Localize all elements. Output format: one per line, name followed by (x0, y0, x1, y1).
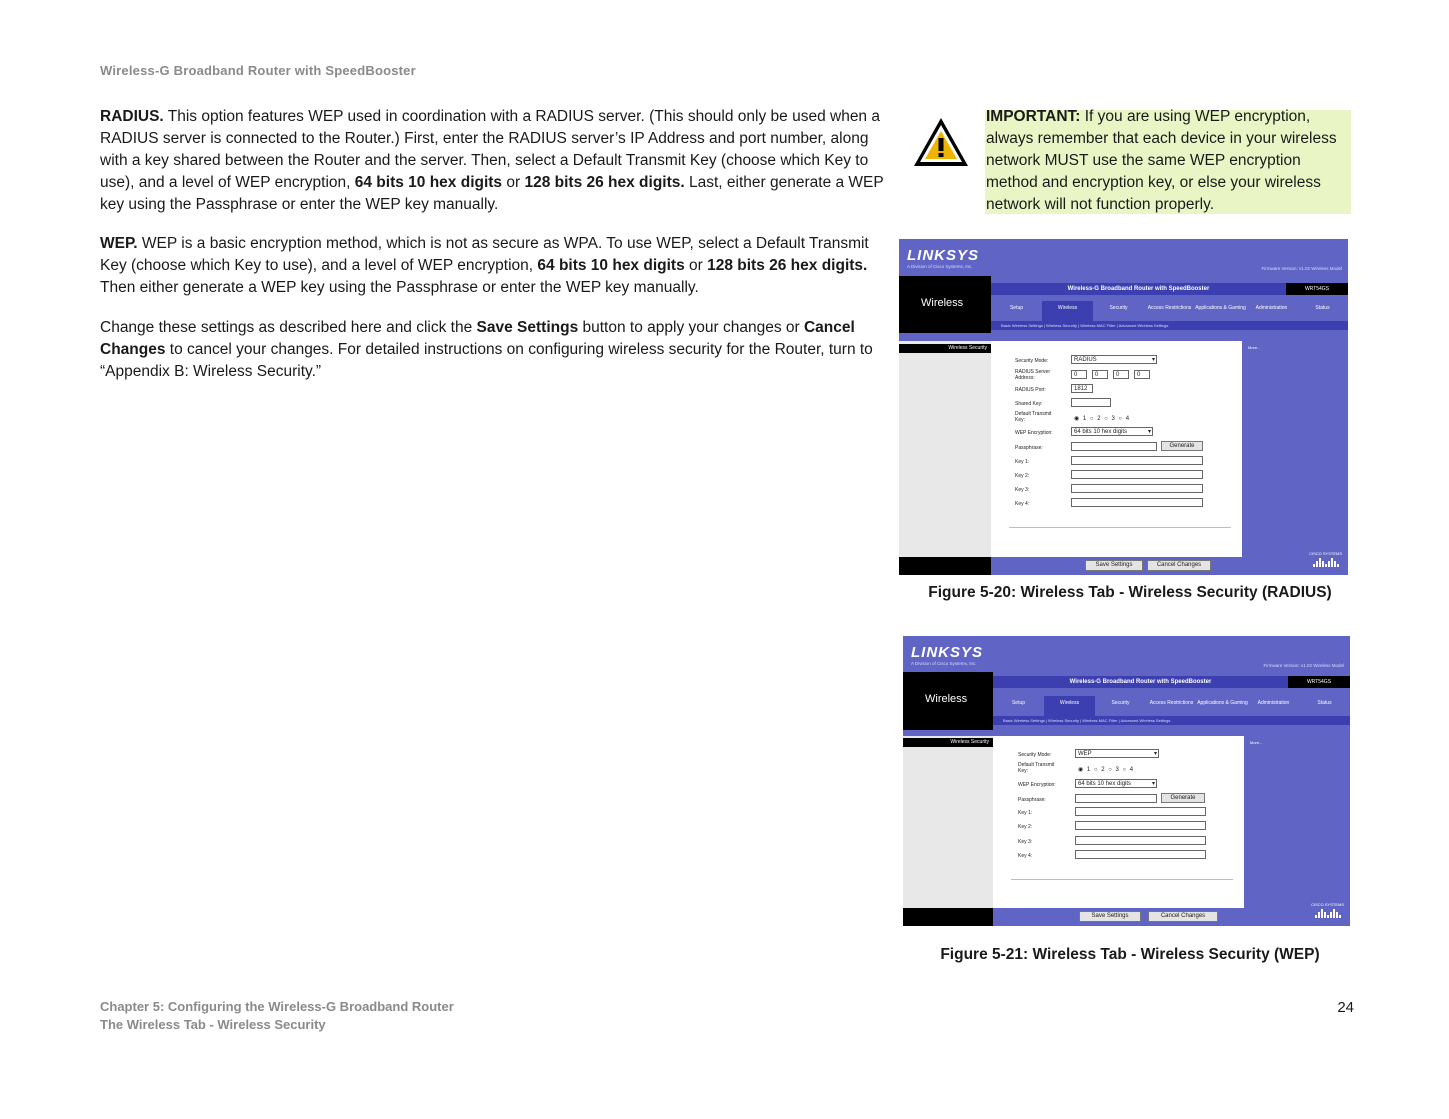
more-link[interactable]: More... (1248, 345, 1261, 350)
ip-octet-1[interactable]: 0 (1071, 370, 1087, 379)
cisco-logo (1311, 902, 1344, 918)
radius-mid: or (502, 174, 525, 191)
key3-label: Key 3: (1018, 839, 1033, 845)
logo-subtitle: A Division of Cisco Systems, Inc. (911, 661, 977, 666)
tab-bar (993, 696, 1350, 716)
warning-icon (912, 116, 970, 168)
key3-input[interactable] (1071, 484, 1203, 493)
radius-text-2: Last, either generate a WEP key using the Passphrase or enter the WEP key manually. (100, 174, 884, 213)
sub-nav[interactable]: Basic Wireless Settings | Wireless Security | Wireless MAC Filter | Advanced Wireless Settings (993, 716, 1350, 725)
tab-security[interactable]: Security (1111, 700, 1130, 706)
wep-encryption-value: 64 bits 10 hex digits (1074, 429, 1128, 435)
left-column (903, 736, 993, 908)
bottom-left-band (899, 557, 991, 575)
radius-text-1: This option features WEP used in coordination with a RADIUS server. (This should only be used when a RADIUS server is connected to the Router.) First, enter the RADIUS server’s IP Address and port number, along with a key shared between the Router and the server. Then, select a Default Transmit Key (choose which Key to use), and a level of WEP encryption, (100, 108, 880, 191)
nav-area (991, 276, 1348, 333)
sub-nav[interactable]: Basic Wireless Settings | Wireless Security | Wireless MAC Filter | Advanced Wireless Settings (991, 321, 1348, 330)
wep-text-1: WEP is a basic encryption method, which is not as secure as WPA. To use WEP, select a Default Transmit Key (choose which Key to use), and a level of WEP encryption, (100, 235, 869, 274)
radius-address-label: RADIUS Server Address: (1015, 369, 1051, 381)
key2-input[interactable] (1071, 470, 1203, 479)
footer-chapter: Chapter 5: Configuring the Wireless-G Broadband Router (100, 999, 454, 1014)
logo-subtitle: A Division of Cisco Systems, Inc. (907, 264, 973, 269)
key4-label: Key 4: (1015, 501, 1030, 507)
wep-encryption-select[interactable] (1071, 427, 1153, 436)
tab-access-restrictions[interactable]: Access Restrictions (1149, 700, 1194, 706)
left-label: Wireless Security (899, 344, 991, 353)
tab-access-restrictions[interactable]: Access Restrictions (1147, 305, 1192, 311)
tab-wireless[interactable]: Wireless (1044, 696, 1095, 716)
cisco-text: CISCO SYSTEMS (1309, 551, 1342, 556)
chevron-down-icon: ▾ (1151, 357, 1155, 363)
cancel-changes-button[interactable]: Cancel Changes (1147, 560, 1211, 571)
security-mode-select[interactable] (1075, 749, 1159, 758)
change-bold-2: Cancel Changes (100, 319, 855, 358)
generate-button[interactable]: Generate (1161, 441, 1203, 451)
tab-status[interactable]: Status (1315, 305, 1330, 311)
firmware-version: Firmware Version: v1.02 Wireless Model (1261, 266, 1342, 271)
tab-wireless[interactable]: Wireless (1042, 301, 1093, 321)
chevron-down-icon: ▾ (1147, 429, 1151, 435)
model-number: WRT54GS (1286, 283, 1348, 295)
key2-label: Key 2: (1018, 824, 1033, 830)
passphrase-input[interactable] (1075, 794, 1157, 803)
radius-bold-1: 64 bits 10 hex digits (354, 174, 503, 191)
tab-setup[interactable]: Setup (1009, 305, 1024, 311)
cancel-changes-button[interactable]: Cancel Changes (1148, 911, 1218, 922)
change-text-1: Change these settings as described here and click the (100, 319, 477, 336)
default-key-radios[interactable]: ◉ 1 ○ 2 ○ 3 ○ 4 (1078, 767, 1135, 773)
wep-lead: WEP. (100, 235, 138, 252)
tab-status[interactable]: Status (1317, 700, 1332, 706)
paragraph-radius (100, 106, 890, 216)
paragraph-wep (100, 233, 890, 299)
security-mode-value: WEP (1078, 751, 1092, 757)
shared-key-input[interactable] (1071, 398, 1111, 407)
default-key-label: Default Transmit Key: (1018, 762, 1055, 774)
key3-label: Key 3: (1015, 487, 1030, 493)
default-key-label: Default Transmit Key: (1015, 411, 1052, 423)
form-divider (1011, 879, 1233, 880)
more-link[interactable]: More... (1250, 740, 1263, 745)
passphrase-input[interactable] (1071, 442, 1157, 451)
wep-bold-2: 128 bits 26 hex digits. (707, 257, 868, 274)
right-column (1242, 341, 1348, 575)
paragraph-change-settings (100, 317, 890, 383)
radius-bold-2: 128 bits 26 hex digits. (524, 174, 685, 191)
wep-encryption-label: WEP Encryption: (1015, 430, 1053, 436)
ip-octet-3[interactable]: 0 (1113, 370, 1129, 379)
tab-setup[interactable]: Setup (1011, 700, 1026, 706)
change-bold-1: Save Settings (476, 319, 579, 336)
key1-label: Key 1: (1018, 810, 1033, 816)
wep-encryption-value: 64 bits 10 hex digits (1078, 781, 1132, 787)
generate-button[interactable]: Generate (1161, 793, 1205, 803)
security-mode-label: Security Mode: (1015, 358, 1049, 364)
figure-caption-radius: Figure 5-20: Wireless Tab - Wireless Security (RADIUS) (928, 584, 1332, 601)
cisco-text: CISCO SYSTEMS (1311, 902, 1344, 907)
cisco-logo (1309, 551, 1342, 567)
footer-section: The Wireless Tab - Wireless Security (100, 1017, 326, 1032)
figure-caption-wep: Figure 5-21: Wireless Tab - Wireless Security (WEP) (940, 946, 1320, 963)
ip-octet-4[interactable]: 0 (1134, 370, 1150, 379)
tab-administration[interactable]: Administration (1257, 700, 1290, 706)
security-mode-select[interactable] (1071, 355, 1157, 364)
wep-encryption-select[interactable] (1075, 779, 1157, 788)
chevron-down-icon: ▾ (1151, 781, 1155, 787)
linksys-logo: LINKSYS (911, 644, 984, 661)
left-column (899, 341, 991, 557)
key1-input[interactable] (1071, 456, 1203, 465)
router-screenshot-radius (899, 239, 1348, 575)
radius-lead: RADIUS. (100, 108, 164, 125)
bottom-left-band (903, 908, 993, 926)
save-settings-button[interactable]: Save Settings (1079, 911, 1141, 922)
tab-bar (991, 301, 1348, 321)
running-header: Wireless-G Broadband Router with SpeedBooster (100, 63, 416, 78)
important-text: If you are using WEP encryption, always remember that each device in your wireless network MUST use the same WEP encryption method and encryption key, or else your wireless network will not function properly. (986, 108, 1337, 213)
radius-port-label: RADIUS Port: (1015, 387, 1046, 393)
wep-bold-1: 64 bits 10 hex digits (537, 257, 685, 274)
model-number: WRT54GS (1288, 676, 1350, 688)
section-title: Wireless (921, 297, 964, 309)
default-key-radios[interactable]: ◉ 1 ○ 2 ○ 3 ○ 4 (1074, 416, 1131, 422)
router-screenshot-wep (903, 636, 1350, 926)
important-note (986, 106, 1352, 216)
tab-security[interactable]: Security (1109, 305, 1128, 311)
shared-key-label: Shared Key: (1015, 401, 1043, 407)
nav-area (993, 672, 1350, 730)
section-title: Wireless (925, 693, 968, 705)
key1-input[interactable] (1075, 807, 1206, 816)
security-mode-value: RADIUS (1074, 357, 1097, 363)
page-number: 24 (1337, 999, 1354, 1016)
tab-administration[interactable]: Administration (1255, 305, 1288, 311)
important-lead: IMPORTANT: (986, 108, 1081, 125)
right-column (1244, 736, 1350, 926)
security-mode-label: Security Mode: (1018, 752, 1052, 758)
passphrase-label: Passphrase: (1015, 445, 1043, 451)
key3-input[interactable] (1075, 836, 1206, 845)
key4-input[interactable] (1071, 498, 1203, 507)
nav-title: Wireless-G Broadband Router with SpeedBooster (993, 676, 1288, 688)
wep-mid: or (684, 257, 708, 274)
left-label: Wireless Security (903, 738, 993, 747)
ip-octet-2[interactable]: 0 (1092, 370, 1108, 379)
wep-encryption-label: WEP Encryption: (1018, 782, 1056, 788)
tab-applications-gaming[interactable]: Applications & Gaming (1195, 305, 1246, 311)
tab-applications-gaming[interactable]: Applications & Gaming (1197, 700, 1248, 706)
passphrase-label: Passphrase: (1018, 797, 1046, 803)
chevron-down-icon: ▾ (1153, 751, 1157, 757)
wep-text-2: Then either generate a WEP key using the Passphrase or enter the WEP key manually. (100, 279, 699, 296)
key2-label: Key 2: (1015, 473, 1030, 479)
key1-label: Key 1: (1015, 459, 1030, 465)
form-divider (1009, 527, 1231, 528)
change-text-3: to cancel your changes. For detailed instructions on configuring wireless security for the Router, turn to “Appendix B: Wireless Security.” (100, 341, 873, 380)
change-text-2: button to apply your changes or (578, 319, 804, 336)
radius-port-input[interactable]: 1812 (1071, 384, 1093, 393)
key4-input[interactable] (1075, 850, 1206, 859)
firmware-version: Firmware Version: v1.02 Wireless Model (1263, 663, 1344, 668)
key4-label: Key 4: (1018, 853, 1033, 859)
save-settings-button[interactable]: Save Settings (1085, 560, 1143, 571)
key2-input[interactable] (1075, 821, 1206, 830)
nav-title: Wireless-G Broadband Router with SpeedBooster (991, 283, 1286, 295)
linksys-logo: LINKSYS (907, 247, 980, 264)
